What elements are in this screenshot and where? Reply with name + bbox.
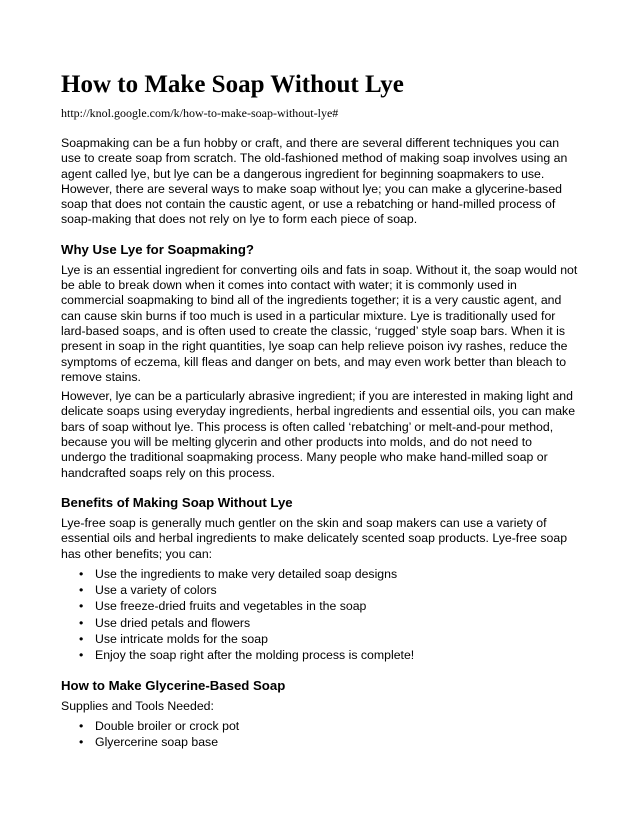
section-heading-glycerine: How to Make Glycerine-Based Soap: [61, 677, 286, 693]
list-item: • Use dried petals and flowers: [95, 615, 580, 631]
list-item: • Glyercerine soap base: [95, 734, 580, 750]
benefits-list: [61, 566, 580, 664]
list-item: • Use intricate molds for the soap: [95, 631, 580, 647]
list-item: • Enjoy the soap right after the molding process is complete!: [95, 647, 580, 663]
supplies-paragraph: Supplies and Tools Needed:: [61, 698, 214, 713]
section-heading-benefits: Benefits of Making Soap Without Lye: [61, 494, 293, 510]
list-item: • Use the ingredients to make very detailed soap designs: [95, 566, 580, 582]
supplies-list: [61, 718, 580, 751]
list-item: • Double broiler or crock pot: [95, 718, 580, 734]
intro-paragraph: Soapmaking can be a fun hobby or craft, and there are several different techniques you can use to create soap from scratch. The old-fashioned method of making soap involves using an agent called lye, but lye can be a dangerous ingredient for beginning soapmakers to use. However, there are several ways to make soap without lye; you can make a glycerine-based soap that does not contain the caustic agent, or use a rebatching or hand-milled process of soap-making that does not rely on lye to form each piece of soap.: [61, 136, 568, 227]
benefits-paragraph: Lye-free soap is generally much gentler on the skin and soap makers can use a variety of essential oils and herbal ingredients to make delicately scented soap products. Lye-free soap has other benefits; you can:: [61, 515, 568, 561]
list-item: • Use freeze-dried fruits and vegetables in the soap: [95, 598, 580, 614]
section-heading-why-lye: Why Use Lye for Soapmaking?: [61, 241, 254, 257]
list-item: • Use a variety of colors: [95, 582, 580, 598]
why-lye-paragraph-2: However, lye can be a particularly abrasive ingredient; if you are interested in making light and delicate soaps using everyday ingredients, herbal ingredients and essential oils, you can make bars of soap without lye. This process is often called ‘rebatching’ or melt-and-pour method, because you will be melting glycerin and other products into molds, and do not need to undergo the traditional soapmaking process. Many people who make hand-milled soap or handcrafted soaps rely on this process.: [61, 389, 576, 480]
source-url: http://knol.google.com/k/how-to-make-soap-without-lye#: [61, 106, 339, 120]
why-lye-paragraph-1: Lye is an essential ingredient for converting oils and fats in soap. Without it, the soap would not be able to break down when it comes into contact with water; it is commonly used in commercial soapmaking to bind all of the ingredients together; it is a very caustic agent, and can cause skin burns if too much is used in a particular mixture. Lye is traditionally used for lard-based soaps, and is often used to create the classic, ‘rugged’ style soap bars. When it is present in soap in the right quantities, lye soap can help relieve poison ivy rashes, reduce the symptoms of eczema, kill fleas and danger on bets, and may even work better than bleach to remove stains.: [61, 262, 578, 384]
page-title: How to Make Soap Without Lye: [61, 71, 404, 98]
